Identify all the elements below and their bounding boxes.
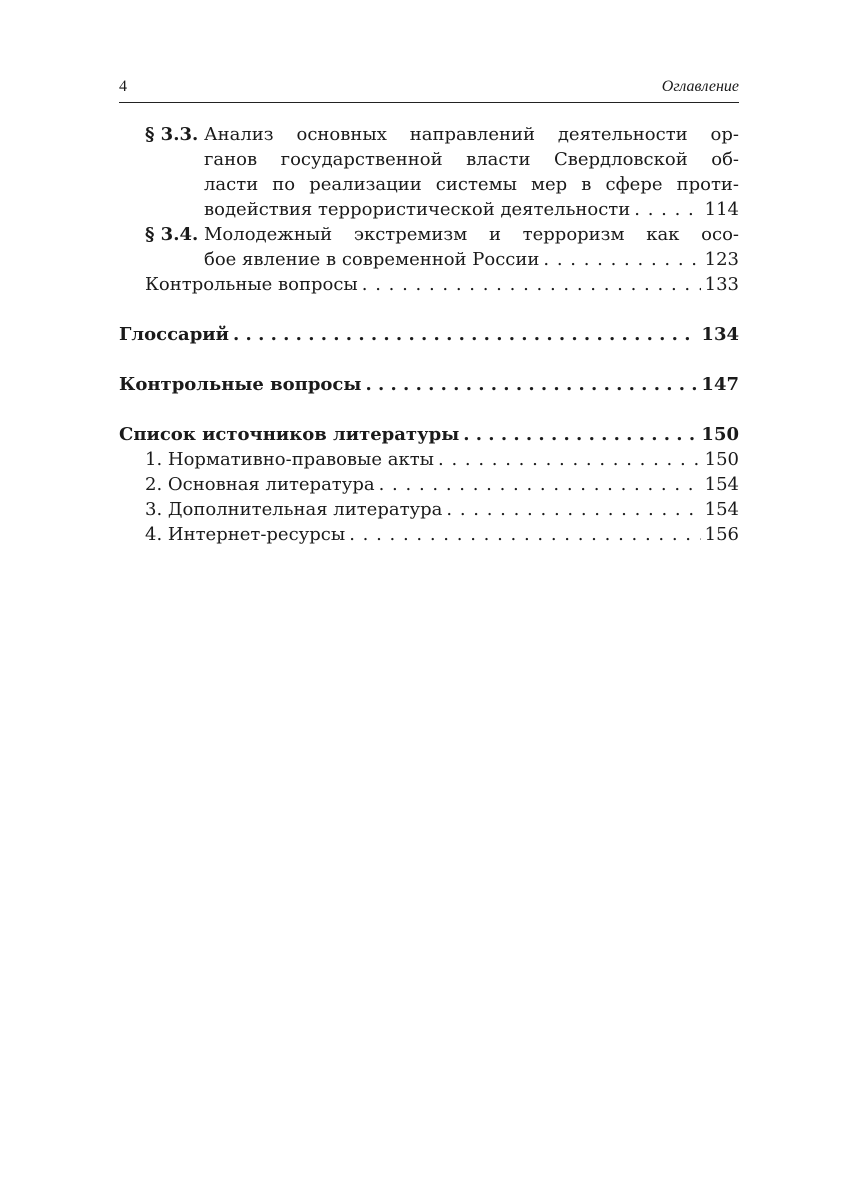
dot-leader xyxy=(438,447,701,472)
entry-label: Контрольные вопросы xyxy=(145,274,358,295)
section-title-line: Анализ основных направлений деятельности ор- xyxy=(204,124,739,145)
page-ref: 114 xyxy=(704,199,739,220)
toc-entry-sources-item[interactable] xyxy=(119,447,739,472)
running-header xyxy=(119,76,739,103)
table-of-contents xyxy=(119,122,739,547)
section-title-line: ганов государственной власти Свердловской об- xyxy=(204,149,739,170)
page-ref: 147 xyxy=(701,374,739,395)
dot-leader xyxy=(233,322,697,347)
dot-leader xyxy=(362,272,701,297)
toc-entry-glossary[interactable] xyxy=(119,322,739,347)
dot-leader xyxy=(379,472,701,497)
toc-entry-sources-item[interactable] xyxy=(119,522,739,547)
toc-entry-sources[interactable] xyxy=(119,422,739,447)
toc-section-3-3[interactable] xyxy=(119,122,739,222)
section-number: § 3.3. xyxy=(145,124,199,145)
page-ref: 134 xyxy=(701,324,739,345)
entry-label: 2. Основная литература xyxy=(145,474,375,495)
page-ref: 133 xyxy=(704,274,739,295)
toc-entry-control-questions-ch3[interactable] xyxy=(119,272,739,297)
section-title-line: Молодежный экстремизм и терроризм как осо- xyxy=(204,224,739,245)
dot-leader xyxy=(634,197,700,222)
entry-label: Список источников литературы xyxy=(119,424,460,445)
page-ref: 154 xyxy=(704,499,739,520)
toc-entry-sources-item[interactable] xyxy=(119,497,739,522)
dot-leader xyxy=(463,422,697,447)
section-number: § 3.4. xyxy=(145,224,199,245)
entry-label: 3. Дополнительная литература xyxy=(145,499,443,520)
page-ref: 123 xyxy=(704,249,739,270)
toc-entry-control-questions[interactable] xyxy=(119,372,739,397)
entry-label: 1. Нормативно-правовые акты xyxy=(145,449,435,470)
running-title: Оглавление xyxy=(661,78,739,95)
page-ref: 156 xyxy=(704,524,739,545)
entry-label: Глоссарий xyxy=(119,324,229,345)
dot-leader xyxy=(446,497,700,522)
page-ref: 154 xyxy=(704,474,739,495)
section-title-line: бое явление в современной России xyxy=(204,249,540,270)
entry-label: 4. Интернет-ресурсы xyxy=(145,524,346,545)
toc-section-3-4[interactable] xyxy=(119,222,739,272)
dot-leader xyxy=(543,247,700,272)
entry-label: Контрольные вопросы xyxy=(119,374,362,395)
page-ref: 150 xyxy=(704,449,739,470)
section-title-line: ласти по реализации системы мер в сфере проти- xyxy=(204,174,739,195)
dot-leader xyxy=(365,372,697,397)
page-ref: 150 xyxy=(701,424,739,445)
toc-entry-sources-item[interactable] xyxy=(119,472,739,497)
section-title-line: водействия террористической деятельности xyxy=(204,199,631,220)
dot-leader xyxy=(349,522,700,547)
page-number: 4 xyxy=(119,78,127,95)
